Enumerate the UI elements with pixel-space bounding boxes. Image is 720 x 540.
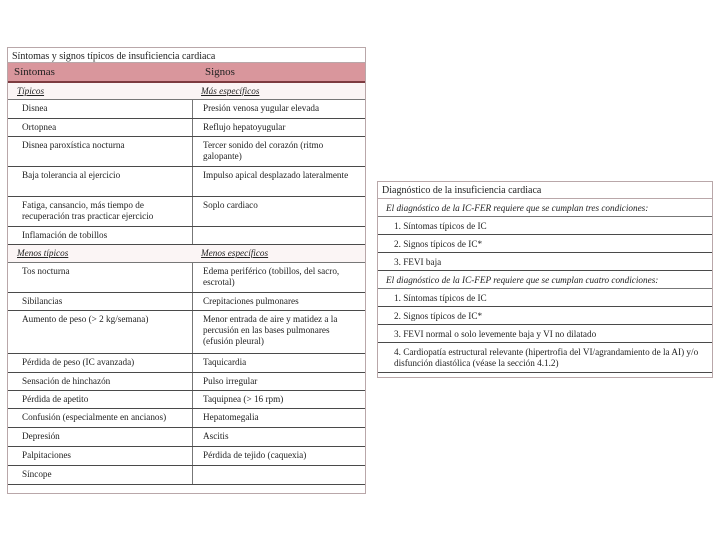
sign-cell: Menos específicos — [201, 248, 269, 258]
diagnosis-title: Diagnóstico de la insuficiencia cardiaca — [378, 182, 712, 199]
table-row — [8, 354, 365, 373]
sign-cell: Menor entrada de aire y matidez a la percusión en las bases pulmonares (efusión pleural) — [203, 314, 338, 346]
symptom-cell: Confusión (especialmente en ancianos) — [8, 409, 193, 427]
symptom-cell: Tos nocturna — [8, 263, 193, 292]
symptom-cell: Menos típicos — [17, 248, 69, 258]
table-title: Síntomas y signos típicos de insuficiencia cardiaca — [8, 48, 365, 63]
sign-cell: Impulso apical desplazado lateralmente — [203, 170, 349, 180]
symptoms-signs-table — [7, 47, 366, 494]
symptom-cell: Fatiga, cansancio, más tiempo de recuperación tras practicar ejercicio — [8, 197, 193, 226]
symptom-cell: Disnea paroxística nocturna — [8, 137, 193, 166]
table-subheader — [8, 83, 365, 100]
sign-cell: Tercer sonido del corazón (ritmo galopante) — [203, 140, 324, 161]
sign-cell: Ascitis — [203, 431, 229, 441]
sign-cell: Soplo cardiaco — [203, 200, 258, 210]
sign-cell: Reflujo hepatoyugular — [203, 122, 286, 132]
table-row — [8, 137, 365, 167]
sign-cell — [193, 227, 365, 244]
table-row — [8, 293, 365, 311]
condition-item: 2. Signos típicos de IC* — [378, 235, 712, 253]
table-row — [8, 119, 365, 137]
condition-item: 1. Síntomas típicos de IC — [378, 289, 712, 307]
sign-cell: Crepitaciones pulmonares — [203, 296, 299, 306]
header-signs: Signos — [205, 66, 235, 78]
symptom-cell: Disnea — [8, 100, 193, 118]
table-row — [8, 311, 365, 354]
sign-cell: Presión venosa yugular elevada — [203, 103, 320, 113]
symptom-cell: Ortopnea — [8, 119, 193, 136]
hfpef-conditions — [378, 289, 712, 373]
symptom-cell: Inflamación de tobillos — [8, 227, 193, 244]
table-row — [8, 227, 365, 245]
sign-cell: Taquipnea (> 16 rpm) — [203, 394, 284, 404]
hfref-note: El diagnóstico de la IC-FER requiere que se cumplan tres condiciones: — [378, 199, 712, 217]
table-row — [8, 428, 365, 447]
symptom-cell: Pérdida de peso (IC avanzada) — [8, 354, 193, 372]
sign-cell: Edema periférico (tobillos, del sacro, escrotal) — [203, 266, 340, 287]
header-symptoms: Síntomas — [14, 66, 55, 78]
condition-item: 3. FEVI baja — [378, 253, 712, 271]
sign-cell — [193, 466, 365, 484]
table-row — [8, 391, 365, 409]
table-row — [8, 263, 365, 293]
sign-cell: Hepatomegalia — [203, 412, 259, 422]
table-row — [8, 373, 365, 391]
symptom-cell: Pérdida de apetito — [8, 391, 193, 408]
table-header — [8, 63, 365, 83]
table-row — [8, 197, 365, 227]
sign-cell: Más específicos — [201, 86, 260, 96]
table-row — [8, 447, 365, 466]
hfref-conditions — [378, 217, 712, 271]
table-body — [8, 83, 365, 485]
sign-cell: Taquicardia — [203, 357, 247, 367]
symptom-cell: Palpitaciones — [8, 447, 193, 465]
table-row — [8, 167, 365, 197]
symptom-cell: Baja tolerancia al ejercicio — [8, 167, 193, 196]
diagnosis-table — [377, 181, 713, 378]
symptom-cell: Síncope — [8, 466, 193, 484]
condition-item: 3. FEVI normal o solo levemente baja y VI no dilatado — [378, 325, 712, 343]
condition-item: 2. Signos típicos de IC* — [378, 307, 712, 325]
condition-item: 4. Cardiopatía estructural relevante (hipertrofia del VI/agrandamiento de la AI) y/o disfunción diastólica (véase la sección 4.1.2) — [378, 343, 712, 373]
table-row — [8, 409, 365, 428]
symptom-cell: Aumento de peso (> 2 kg/semana) — [8, 311, 193, 353]
table-subheader — [8, 245, 365, 263]
symptom-cell: Depresión — [8, 428, 193, 446]
symptom-cell: Típicos — [17, 86, 45, 96]
hfpef-note: El diagnóstico de la IC-FEP requiere que se cumplan cuatro condiciones: — [378, 271, 712, 289]
condition-item: 1. Síntomas típicos de IC — [378, 217, 712, 235]
table-row — [8, 100, 365, 119]
sign-cell: Pulso irregular — [203, 376, 258, 386]
symptom-cell: Sensación de hinchazón — [8, 373, 193, 390]
table-row — [8, 466, 365, 485]
sign-cell: Pérdida de tejido (caquexia) — [203, 450, 307, 460]
symptom-cell: Sibilancias — [8, 293, 193, 310]
